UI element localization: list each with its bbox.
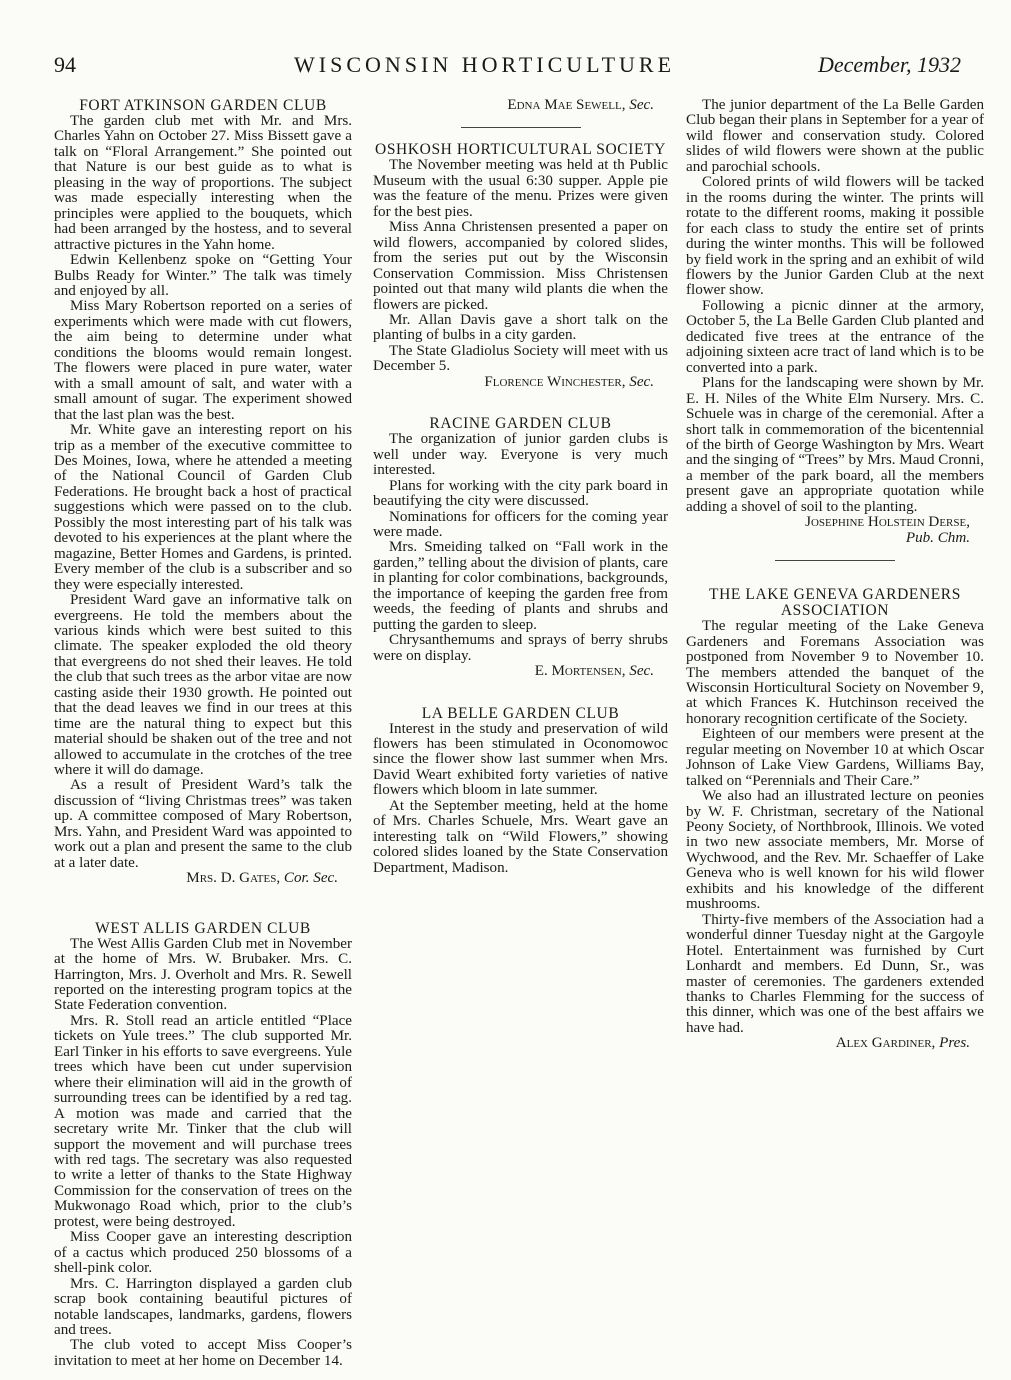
paragraph: Chrysanthemums and sprays of berry shrubs were on display. (373, 632, 668, 664)
article-title-fort-atkinson: FORT ATKINSON GARDEN CLUB (79, 97, 327, 114)
publication-title: WISCONSIN HORTICULTURE (294, 52, 676, 77)
column-1 (54, 98, 352, 1369)
paragraph: The November meeting was held at th Public Museum with the usual 6:30 supper. Apple pie was the feature of the menu. Prizes were given for the best pies. (373, 157, 668, 220)
paragraph: Mr. Allan Davis gave a short talk on the planting of bulbs in a city garden. (373, 311, 668, 344)
article-title-racine: RACINE GARDEN CLUB (429, 415, 612, 433)
paragraph: As a result of President Ward’s talk the discussion of “living Christmas trees” was taken up. A committee composed of Mary Robertson, Mrs. Yahn, and President Ward was appointed to work out a plan and present the same to the club at a later date. (54, 777, 352, 871)
signature (373, 375, 668, 390)
paragraph: Plans for the landscaping were shown by Mr. E. H. Niles of the White Elm Nursery. Mrs. C. Schuele was in charge of the ceremonial. After a short talk in commemoration of the bicentennial of the birth of George Washington by Mrs. Weart and the singing of “Trees” by Mrs. Maud Cronni, a member of the park board, all the members present gave an appropriate quotation while adding a shovel of soil to the planting. (686, 375, 984, 515)
signature (686, 1036, 984, 1051)
paragraph: The junior department of the La Belle Garden Club began their plans in September for a year of wild flower and conservation study. Colored slides of wild flowers were shown at the public and parochial schools. (686, 97, 985, 175)
signature (686, 515, 984, 546)
paragraph: The regular meeting of the Lake Geneva Gardeners and Foremans Association was postponed from November 9 to November 10. The members attended the banquet of the Wisconsin Horticultural Society on November 9, at which Frances K. Hutchinson received the honorary recognition certificate of the Society. (686, 618, 984, 727)
signature-name: Edna Mae Sewell, (507, 97, 626, 113)
paragraph: At the September meeting, held at the home of Mrs. Charles Schuele, Mrs. Weart gave an interesting talk on “Wild Flowers,” showing colored slides loaned by the State Conservation Department, Madison. (373, 797, 668, 876)
signature-role: Sec. (629, 373, 654, 390)
article-title-oshkosh: OSHKOSH HORTICULTURAL SOCIETY (375, 141, 666, 159)
paragraph: Plans for working with the city park board in beautifying the city were discussed. (373, 477, 668, 510)
signature (373, 664, 668, 679)
paragraph: Eighteen of our members were present at the regular meeting on November 10 at which Oscar Johnson of Lake View Gardens, Williams Bay, talked on “Perennials and Their Care.” (686, 726, 984, 789)
signature (54, 871, 352, 886)
paragraph: Following a picnic dinner at the armory, October 5, the La Belle Garden Club planted and dedicated five trees at the entrance of the adjoining sixteen acre tract of land which is to be converted into a park. (686, 297, 984, 376)
signature-name: Florence Winchester, (484, 373, 626, 390)
column-2 (373, 98, 668, 876)
signature-role: Sec. (629, 663, 654, 680)
page-number: 94 (54, 52, 76, 77)
signature-role: Pub. Chm. (905, 529, 970, 546)
paragraph: Nominations for officers for the coming year were made. (373, 508, 668, 540)
paragraph: Miss Anna Christensen presented a paper on wild flowers, accompanied by colored slides, from the series put out by the Wisconsin Conservation Commission. Miss Christensen pointed out that many wild plants die when the flowers are picked. (373, 219, 668, 313)
paragraph: We also had an illustrated lecture on peonies by W. F. Christman, secretary of the National Peony Society, of Northbrook, Illinois. We voted in two new associate members, Mr. Morse of Wychwood, and the Rev. Mr. Schaeffer of Lake Geneva who is well known for his wild flower exhibits and his knowledge of the different mushrooms. (686, 788, 984, 913)
signature (373, 98, 668, 113)
paragraph: Mrs. C. Harrington displayed a garden club scrap book containing beautiful pictures of notable landscapes, landmarks, gardens, flowers and trees. (54, 1275, 352, 1338)
signature-name: E. Mortensen, (534, 663, 626, 680)
paragraph: Miss Mary Robertson reported on a series of experiments which were made with cut flowers, the aim being to determine under what conditions the blooms would remain longest. The flowers were placed in pure water, water with a small amount of salt, and water with a small amount of sugar. The experiment showed that the last plan was the best. (54, 298, 352, 423)
paragraph: Mr. White gave an interesting report on his trip as a member of the executive committee to Des Moines, Iowa, where he attended a meeting of the National Council of Garden Club Federations. He brought back a host of practical suggestions which were passed on to the club. Possibly the most interesting part of his talk was devoted to his experiences at the plant where the magazine, Better Homes and Gardens, is printed. Every member of the club is a subscriber and so they were especially interested. (54, 422, 352, 593)
paragraph: Colored prints of wild flowers will be tacked in the rooms during the winter. The prints will rotate to the different rooms, making it possible for each class to study the entire set of prints during the winter months. This will be followed by field work in the spring and an exhibit of wild flowers by the Junior Garden Club at the next flower show. (686, 174, 984, 299)
article-title-west-allis: WEST ALLIS GARDEN CLUB (95, 919, 311, 937)
signature-name: Mrs. D. Gates, (186, 870, 281, 887)
paragraph: Thirty-five members of the Association had a wonderful dinner Tuesday night at the Gargoyle Hotel. Entertainment was furnished by Curt Lonhardt and members. Ed Dunn, Sr., was master of ceremonies. The gardeners extended thanks to Charles Flemming for the success of this dinner, which was one of the best affairs we have had. (686, 911, 984, 1036)
signature-role: Sec. (629, 97, 654, 113)
column-3 (686, 98, 984, 1052)
signature-name: Josephine Holstein Derse, (805, 514, 970, 531)
signature-role: Cor. Sec. (283, 870, 338, 887)
paragraph: Interest in the study and preservation of wild flowers has been stimulated in Oconomowoc since the flower show last summer when Mrs. David Weart exhibited forty varieties of native flowers which bloom in late summer. (373, 720, 668, 799)
paragraph: The West Allis Garden Club met in November at the home of Mrs. W. Brubaker. Mrs. C. Harrington, Mrs. J. Overholt and Mrs. R. Sewell reported on the interesting program topics at the State Federation convention. (54, 935, 352, 1014)
paragraph: The club voted to accept Miss Cooper’s invitation to meet at her home on December 14. (54, 1337, 352, 1369)
paragraph: Miss Cooper gave an interesting description of a cactus which produced 250 blossoms of a shell-pink color. (54, 1229, 352, 1277)
article-title-la-belle: LA BELLE GARDEN CLUB (421, 704, 620, 722)
article-title-lake-geneva: THE LAKE GENEVA GARDENERS ASSOCIATION (709, 586, 961, 620)
signature-role: Pres. (939, 1035, 970, 1052)
paragraph: The State Gladiolus Society will meet with us December 5. (373, 342, 668, 375)
paragraph: The organization of junior garden clubs is well under way. Everyone is very much interested. (373, 431, 668, 479)
paragraph: Edwin Kellenbenz spoke on “Getting Your Bulbs Ready for Winter.” The talk was timely and enjoyed by all. (54, 252, 352, 299)
paragraph: President Ward gave an informative talk on evergreens. He told the members about the various kinds which were best suited to this climate. The speaker exploded the old theory that evergreens do not shed their leaves. He told the club that such trees as the arbor vitae are now casting aside their 1930 growth. He pointed out that the dead leaves we find in our trees at this time are the natural thing to expect but this material should be shaken out of the tree and not allowed to accumulate in the crotches of the tree where it will do damage. (54, 592, 352, 779)
paragraph: Mrs. Smeiding talked on “Fall work in the garden,” telling about the division of plants, care in planting for color combinations, backgrounds, the importance of keeping the garden free from weeds, the feeding of plants and shrubs and putting the garden to sleep. (373, 539, 668, 633)
signature-name: Alex Gardiner, (835, 1035, 936, 1052)
issue-date: December, 1932 (818, 52, 961, 77)
paragraph: Mrs. R. Stoll read an article entitled “Place tickets on Yule trees.” The club supported Mr. Earl Tinker in his efforts to save evergreens. Yule trees which have been cut under supervision where their elimination will aid in the growth of surrounding trees can be identified by a red tag. A motion was made and carried that the secretary write Mr. Tinker that the club will support the movement and will purchase trees with red tags. The secretary was also requested to write a letter of thanks to the State Highway Commission for the conservation of trees on the Mukwonago Road which, prior to the club’s protest, were being destroyed. (54, 1012, 352, 1230)
paragraph: The garden club met with Mr. and Mrs. Charles Yahn on October 27. Miss Bissett gave a talk on “Floral Arrangement.” She pointed out that Nature is our best guide as to what is pleasing in the way of proportions. The subject was made especially interesting when the principles were applied to the bouquets, which had been arranged by the hostess, and to several attractive pictures in the Yahn home. (54, 113, 352, 253)
